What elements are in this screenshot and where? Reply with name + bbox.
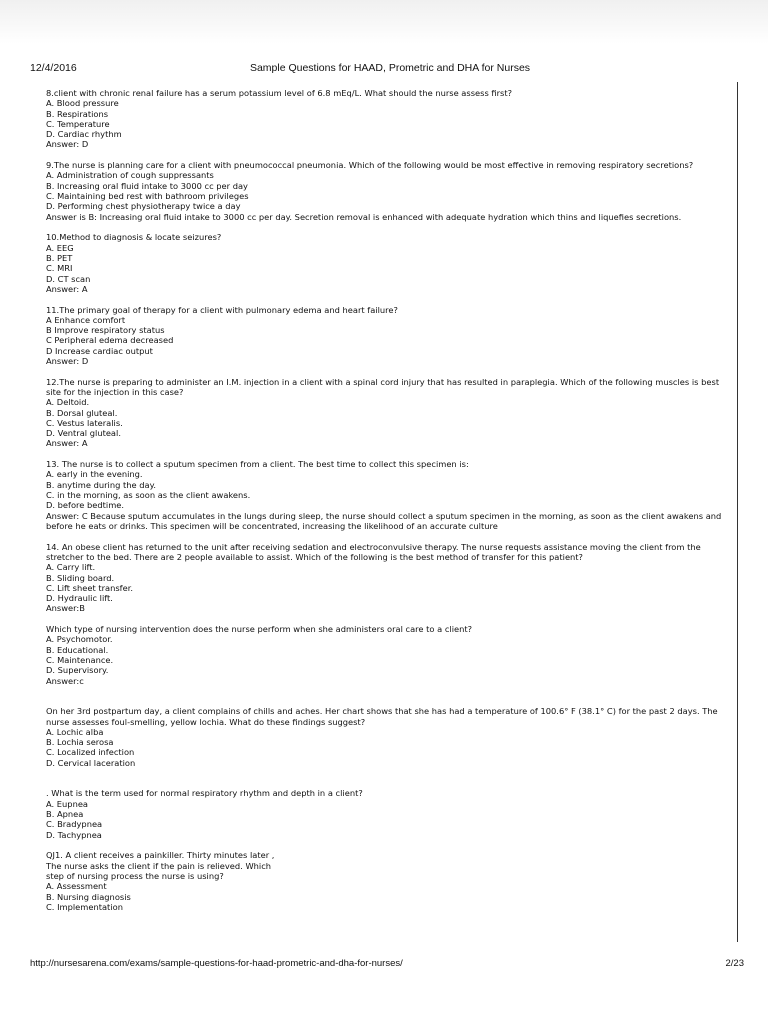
page-footer [30, 958, 750, 972]
print-date: 12/4/2016 [30, 62, 77, 74]
question-list [46, 88, 726, 922]
question-text: . What is the term used for normal respiratory rhythm and depth in a client? [46, 788, 363, 799]
page-title: Sample Questions for HAAD, Prometric and DHA for Nurses [249, 62, 531, 74]
question-block [46, 788, 726, 839]
answer-option: A. Blood pressure [46, 98, 119, 109]
answer-option: A. Administration of cough suppressants [46, 170, 214, 181]
answer-option: C. Vestus lateralis. [46, 417, 123, 428]
answer-option: B. Lochia serosa [46, 737, 114, 748]
question-text: 8.client with chronic renal failure has a serum potassium level of 6.8 mEq/L. What should the nurse assess first? [46, 88, 513, 98]
answer-option: B. Nursing diagnosis [46, 891, 131, 902]
source-url: http://nursesarena.com/exams/sample-questions-for-haad-prometric-and-dha-for-nurses/ [30, 958, 403, 969]
question-block [46, 624, 726, 686]
question-text: 11.The primary goal of therapy for a client with pulmonary edema and heart failure? [46, 304, 398, 315]
answer-option: B. Educational. [46, 644, 109, 655]
page-header [30, 62, 750, 76]
answer-option: D. Cervical laceration [46, 757, 136, 768]
answer-key: Answer:B [46, 603, 85, 614]
answer-option: A. EEG [46, 242, 74, 253]
answer-option: C. Bradypnea [46, 819, 103, 830]
question-text: Which type of nursing intervention does the nurse perform when she administers oral care to a client? [46, 624, 473, 635]
question-block [46, 88, 726, 150]
right-margin-rule [737, 82, 738, 942]
question-text: 12.The nurse is preparing to administer an I.M. injection in a client with a spinal cord injury that has resulted in paraplegia. Which of the following muscles is best site for the injection in this case? [46, 376, 722, 397]
answer-option: D. Performing chest physiotherapy twice a day [46, 201, 241, 212]
answer-option: B. Respirations [46, 108, 109, 119]
answer-option: B Improve respiratory status [46, 325, 165, 336]
blank-gap [46, 778, 726, 788]
question-text: 13. The nurse is to collect a sputum specimen from a client. The best time to collect this specimen is: [46, 459, 469, 470]
answer-option: B. Apnea [46, 809, 84, 820]
question-text: 14. An obese client has returned to the unit after receiving sedation and electroconvulsive therapy. The nurse requests assistance moving the client from the stretcher to the bed. There are 2 people available to assist. Which of the following is the best method of transfer for this patient? [46, 541, 704, 562]
answer-option: D. before bedtime. [46, 500, 125, 511]
question-block [46, 377, 726, 449]
answer-key: Answer is B: Increasing oral fluid intake to 3000 cc per day. Secretion removal is enhanced with adequate hydration which thins and liquefies secretions. [46, 211, 682, 222]
question-block [46, 542, 726, 614]
answer-option: C. MRI [46, 263, 73, 274]
answer-option: A. Eupnea [46, 798, 89, 809]
answer-option: B. anytime during the day. [46, 479, 156, 490]
answer-option: D. Tachypnea [46, 829, 102, 840]
question-block [46, 160, 726, 222]
answer-option: A. Lochic alba [46, 726, 104, 737]
answer-option: C Peripheral edema decreased [46, 335, 174, 346]
answer-option: D. Supervisory. [46, 665, 109, 676]
answer-key: Answer: A [46, 283, 88, 294]
answer-option: A. Psychomotor. [46, 634, 113, 645]
answer-option: D. Ventral gluteal. [46, 428, 121, 439]
answer-option: B. Dorsal gluteal. [46, 407, 118, 418]
answer-option: D. CT scan [46, 273, 91, 284]
viewer-top-shade [0, 0, 768, 44]
answer-option: C. Lift sheet transfer. [46, 582, 133, 593]
question-block [46, 305, 726, 367]
answer-option: A. Deltoid. [46, 397, 90, 408]
question-block [46, 232, 726, 294]
answer-option: A Enhance comfort [46, 314, 126, 325]
answer-key: Answer: D [46, 356, 89, 366]
answer-option: D Increase cardiac output [46, 345, 153, 356]
answer-key: Answer: C Because sputum accumulates in the lungs during sleep, the nurse should collect a sputum specimen in the morning, as soon as the client awakens and before he eats or drinks. This specimen will be concentrated, increasing the likelihood of an accurate culture [46, 510, 724, 531]
question-text: On her 3rd postpartum day, a client complains of chills and aches. Her chart shows that she has had a temperature of 100.6° F (38.1° C) for the past 2 days. The nurse assesses foul-smelling, yellow lochia. What do these findings suggest? [46, 706, 721, 727]
answer-option: C. Temperature [46, 118, 110, 129]
answer-option: C. Maintaining bed rest with bathroom privileges [46, 191, 249, 202]
answer-key: Answer:c [46, 675, 84, 686]
answer-key: Answer: A [46, 438, 88, 449]
answer-option: A. early in the evening. [46, 469, 143, 480]
answer-option: C. Implementation [46, 901, 123, 912]
question-text: 9.The nurse is planning care for a client with pneumococcal pneumonia. Which of the following would be most effective in removing respiratory secretions? [46, 160, 694, 171]
question-block [46, 850, 286, 912]
answer-option: B. Increasing oral fluid intake to 3000 cc per day [46, 180, 248, 191]
page-number: 2/23 [725, 958, 744, 969]
answer-option: A. Carry lift. [46, 562, 96, 573]
answer-option: B. PET [46, 252, 73, 263]
question-block [46, 706, 726, 768]
answer-option: D. Hydraulic lift. [46, 593, 113, 604]
answer-option: B. Sliding board. [46, 572, 115, 583]
blank-gap [46, 696, 726, 706]
answer-option: C. Maintenance. [46, 654, 114, 665]
answer-option: C. Localized infection [46, 747, 135, 758]
answer-option: C. in the morning, as soon as the client awakens. [46, 490, 251, 501]
answer-option: A. Assessment [46, 881, 107, 892]
question-text: QJ1. A client receives a painkiller. Thirty minutes later , The nurse asks the client if the pain is relieved. Which step of nursing process the nurse is using? [46, 850, 278, 881]
question-text: 10.Method to diagnosis & locate seizures? [46, 232, 222, 243]
question-block [46, 459, 726, 531]
answer-key: Answer: D [46, 139, 89, 150]
answer-option: D. Cardiac rhythm [46, 129, 122, 140]
